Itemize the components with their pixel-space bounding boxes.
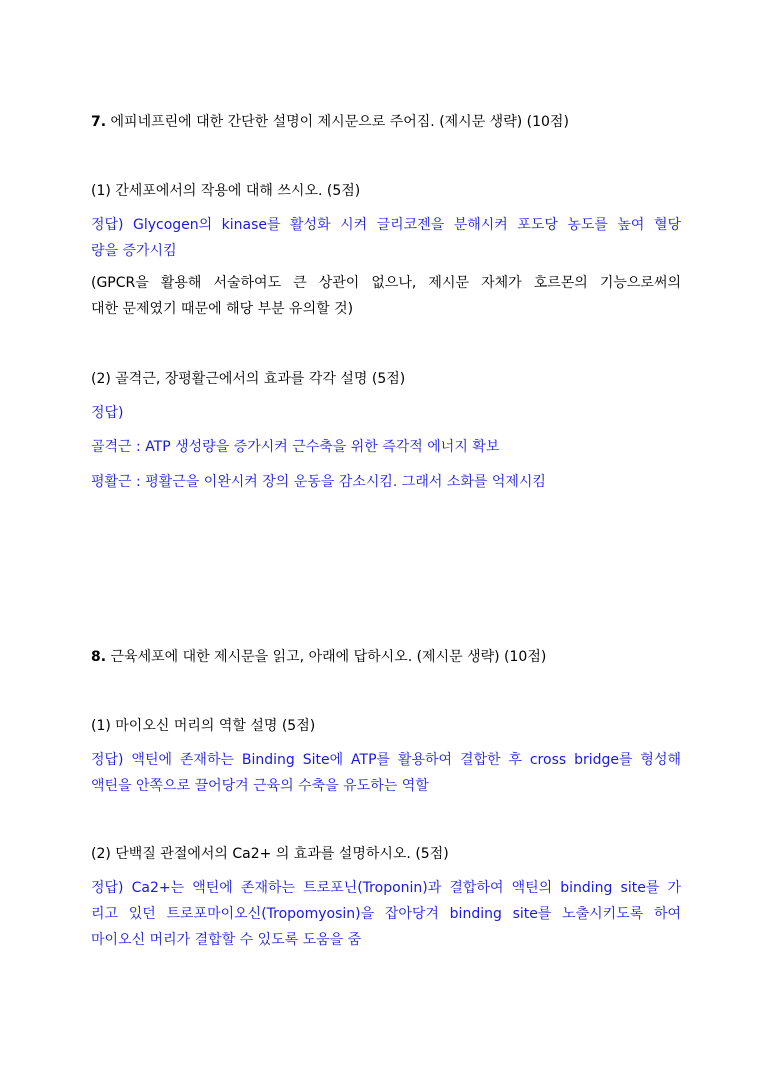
q8-sub2-prompt: (2) 단백질 관절에서의 Ca2+ 의 효과를 설명하시오. (5점): [91, 846, 449, 862]
q7-sub1-answer-line-1: 정답) Glycogen의 kinase를 활성화 시켜 글리코젠을 분해시켜 포도당 농도를 높여 혈당: [91, 217, 681, 233]
q7-sub2-prompt: (2) 골격근, 장평활근에서의 효과를 각각 설명 (5점): [91, 371, 406, 387]
q7-title: [91, 112, 681, 132]
q7-sub1-note-line-1: (GPCR을 활용해 서술하여도 큰 상관이 없으나, 제시문 자체가 호르몬의 기능으로써의: [91, 275, 681, 291]
q7-sub1-note-line-2: 대한 문제였기 때문에 해당 부분 유의할 것): [91, 301, 354, 317]
q8-sub2-answer-line-3: 마이오신 머리가 결합할 수 있도록 도움을 줌: [91, 932, 362, 948]
q7-sub1-answer-line-2: 량을 증가시킴: [91, 243, 177, 259]
q7-sub2-answer-line-2: 평활근 : 평활근을 이완시켜 장의 운동을 감소시킴. 그래서 소화를 억제시킴: [91, 474, 546, 490]
q8-sub2-answer-line-2: 리고 있던 트로포마이오신(Tropomyosin)을 잡아당겨 binding site를 노출시키도록 하여: [91, 906, 681, 922]
q8-sub1-answer-line-2: 액틴을 안쪽으로 끌어당겨 근육의 수축을 유도하는 역할: [91, 778, 429, 794]
q7-number: 7.: [91, 114, 107, 130]
q8-sub2-answer-line-1: 정답) Ca2+는 액틴에 존재하는 트로포닌(Troponin)과 결합하여 액틴의 binding site를 가: [91, 880, 681, 896]
q7-sub2-answer-line-1: 골격근 : ATP 생성량을 증가시켜 근수축을 위한 즉각적 에너지 확보: [91, 439, 500, 455]
q7-sub1-prompt: (1) 간세포에서의 작용에 대해 쓰시오. (5점): [91, 183, 361, 199]
q8-title-text: 근육세포에 대한 제시문을 읽고, 아래에 답하시오. (제시문 생략) (10점): [110, 649, 547, 665]
q8-title: [91, 647, 681, 667]
q7-title-text: 에피네프린에 대한 간단한 설명이 제시문으로 주어짐. (제시문 생략) (10점): [110, 114, 569, 130]
q8-sub1-answer-line-1: 정답) 액틴에 존재하는 Binding Site에 ATP를 활용하여 결합한 후 cross bridge를 형성해: [91, 752, 681, 768]
q7-sub2-answer-label: 정답): [91, 405, 124, 421]
q8-number: 8.: [91, 649, 107, 665]
q8-sub1-prompt: (1) 마이오신 머리의 역할 설명 (5점): [91, 718, 316, 734]
